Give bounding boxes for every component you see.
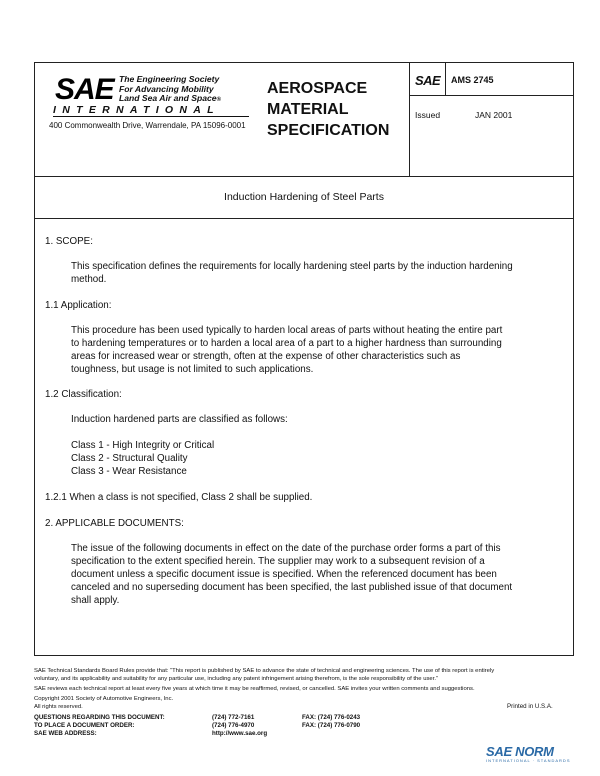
international-label: INTERNATIONAL: [53, 104, 220, 116]
sae-small-logo: SAE: [415, 73, 441, 88]
footer-rules: SAE Technical Standards Board Rules provide that: “This report is published by SAE to advance the state of technical and engineering sciences. The use of this report is entirely: [34, 668, 495, 674]
issued-date: JAN 2001: [475, 110, 513, 120]
document-subject: Induction Hardening of Steel Parts: [224, 191, 384, 203]
paragraph: canceled and no superseding document has been specified, the last published issue of that document: [71, 582, 513, 593]
paragraph: toughness, but usage is not limited to such applications.: [71, 364, 314, 375]
sae-norm-watermark: [486, 744, 571, 763]
sae-logo: SAE: [55, 73, 114, 106]
web-address-link[interactable]: http://www.sae.org: [212, 730, 268, 737]
paragraph: document unless a specific document issue is specified. When the referenced document has been: [71, 569, 497, 580]
list-item: Class 3 - Wear Resistance: [71, 466, 187, 477]
divider: [409, 95, 573, 96]
society-tagline: The Engineering Society For Advancing Mobility Land Sea Air and Space®: [119, 74, 222, 104]
issued-label: Issued: [415, 110, 441, 120]
paragraph: areas for increased wear or strength, often at the expense of other characteristics such as: [71, 351, 461, 362]
section-heading: 1. SCOPE:: [45, 236, 93, 247]
subject-row: [35, 177, 573, 219]
list-item: Class 1 - High Integrity or Critical: [71, 440, 215, 451]
paragraph: specification to the extent specified herein. The supplier may work to a subsequent revision of a: [71, 556, 485, 567]
spec-number: AMS 2745: [451, 75, 494, 85]
watermark-sub: INTERNATIONAL · STANDARDS: [486, 758, 571, 763]
watermark-logo: SAE NORM: [486, 744, 554, 759]
copyright: Copyright 2001 Society of Automotive Engineers, Inc.: [34, 696, 174, 702]
divider: [445, 63, 446, 96]
paragraph: This specification defines the requirements for locally hardening steel parts by the induction hardening: [71, 261, 513, 272]
section-heading: 2. APPLICABLE DOCUMENTS:: [45, 518, 184, 529]
paragraph: shall apply.: [71, 595, 120, 606]
footer-review: SAE reviews each technical report at least every five years at which time it may be reaffirmed, revised, or cancelled. SAE invites your written comments and suggestions.: [34, 686, 475, 692]
paragraph: The issue of the following documents in effect on the date of the purchase order forms a part of this: [71, 543, 501, 554]
document-type-title: AEROSPACE MATERIAL SPECIFICATION: [267, 80, 390, 139]
printed-in: Printed in U.S.A.: [507, 703, 553, 710]
section-heading: 1.2 Classification:: [45, 389, 122, 400]
section-heading: 1.1 Application:: [45, 300, 112, 311]
paragraph: method.: [71, 274, 107, 285]
document-header: [35, 63, 573, 177]
footer-rules: voluntary, and its applicability and suitability for any particular use, including any patent infringement arising therefrom, is the sole responsibility of the user.”: [34, 676, 438, 682]
paragraph: to hardening temperatures or to harden a local area of a part to a higher hardness than surrounding: [71, 338, 502, 349]
list-item: Class 2 - Structural Quality: [71, 453, 188, 464]
divider: [53, 116, 249, 117]
header-right: [409, 63, 573, 177]
address: 400 Commonwealth Drive, Warrendale, PA 15096-0001: [49, 121, 246, 130]
paragraph: This procedure has been used typically to harden local areas of parts without heating the entire part: [71, 325, 503, 336]
header-left: [35, 63, 409, 177]
document-frame: [34, 62, 574, 656]
rights-reserved: All rights reserved.: [34, 704, 83, 710]
paragraph: Induction hardened parts are classified as follows:: [71, 414, 288, 425]
paragraph: 1.2.1 When a class is not specified, Class 2 shall be supplied.: [45, 492, 313, 503]
